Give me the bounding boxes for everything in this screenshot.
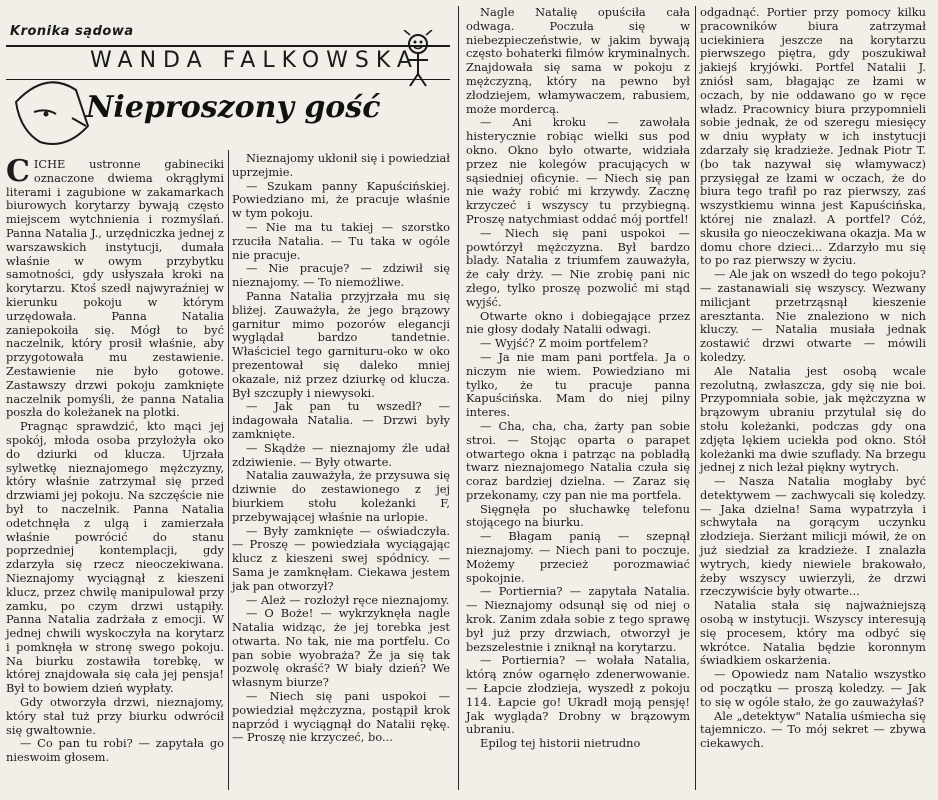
paragraph: Gdy otworzyła drzwi, nieznajomy, który stał tuż przy biurku odwrócił się gwałtownie. (6, 695, 224, 737)
section-label: Kronika sądowa (10, 24, 134, 39)
paragraph: — Szukam panny Kapuścińskiej. Powiedziano mi, że pracuje właśnie w tym pokoju. (232, 178, 450, 221)
column-rule (228, 150, 229, 790)
article-title: Nieproszony gość (86, 90, 381, 125)
paragraph: — O Boże! — wykrzyknęła nagle Natalia widząc, że jej torebka jest otwarta. No tak, nie ma portfelu. Co pan sobie wyobraża? Że ja się tak pozwolę okraść? W biały dzień? We własnym biurze? (232, 606, 450, 690)
paragraph: — Cha, cha, cha, żarty pan sobie stroi. — Stojąc oparta o parapet otwartego okna i patrząc na pobladłą twarz nieznajomego Natalia czuła się coraz bardziej dzielna. — Zaraz się przekonamy, czy pan nie ma portfela. (466, 418, 690, 502)
paragraph: — Ale jak on wszedł do tego pokoju? — zastanawiali się wszyscy. Wezwany milicjant przetrząsnął kieszenie aresztanta. Nie znaleziono w nich kluczy. — Natalia musiała jednak zostawić drzwi otwarte — mówili koledzy. (700, 267, 926, 364)
drop-cap: C (6, 154, 30, 189)
paragraph: — Nie ma tu takiej — szorstko rzuciła Natalia. — Tu taka w ogóle nie pracuje. (232, 219, 450, 262)
paragraph: — Ależ — rozłożył ręce nieznajomy. (246, 592, 450, 607)
paragraph: Otwarte okno i dobiegające przez nie głosy dodały Natalii odwagi. (466, 308, 690, 337)
column-4 (700, 6, 926, 751)
paragraph: — Jak pan tu wszedł? — indagowała Natalia. — Drzwi były zamknięte. (232, 399, 450, 441)
paragraph: Natalia stała się najważniejszą osobą w instytucji. Wszyscy interesują się procesem, który ma odbyć się wkrótce. Natalia będzie koronnym świadkiem oskarżenia. (700, 598, 926, 668)
paragraph: Ale „detektyw" Natalia uśmiecha się tajemniczo. — To mój sekret — zbywa ciekawych. (700, 708, 926, 751)
paragraph: — Ja nie mam pani portfela. Ja o niczym nie wiem. Powiedziano mi tylko, że tu pracuje panna Kapuścińska. Mam do niej pilny interes. (466, 349, 690, 420)
paragraph: — Ani kroku — zawołała histerycznie robiąc wielki sus pod okno. Okno było otwarte, widziała przez nie kolegów pracujących w sąsiedniej oficynie. — Niech się pan nie waży robić mi krzywdy. Zacznę krzyczeć i wszyscy tu przybiegną. Proszę natychmiast oddać mój portfel! (466, 115, 690, 226)
author-name: WANDA FALKOWSKA (90, 48, 419, 73)
paragraph: — Skądże — nieznajomy źle udał zdziwienie. — Były otwarte. (232, 440, 450, 469)
paragraph: Nieznajomy ukłonił się i powiedział uprzejmie. (232, 151, 450, 179)
column-2 (232, 152, 450, 745)
paragraph: CICHE ustronne gabineciki oznaczone dwiema okrągłymi literami i zagubione w zakamarkach biurowych korytarzy bywają często miejscem wytchnienia i rozmyślań. Panna Natalia J., urzędniczka jednej z warszawskich instytucji, dumała właśnie w owym przybytku samotności, gdy usłyszała kroki na korytarzu. Ktoś szedł najwyraźniej w kierunku pokoju w którym urzędowała. Panna Natalia zaniepokoiła się. Mógł to być naczelnik, który prosił właśnie, aby przygotowała mu zestawienie. Zestawienie nie było gotowe. Zastawszy drzwi pokoju zamknięte naczelnik pomyśli, że panna Natalia poszła do koleżanek na plotki. (6, 154, 224, 420)
column-1 (6, 154, 224, 765)
paragraph: — Wyjść? Z moim portfelem? (480, 336, 649, 351)
paragraph: — Błagam panią — szepnął nieznajomy. — Niech pani to poczuje. Możemy przecież porozmawiać spokojnie. (466, 529, 690, 585)
paragraph: — Były zamknięte — oświadczyła. — Proszę — powiedziała wyciągając klucz z kieszeni swej spódnicy. — Sama je zamknęłam. Ciekawa jestem jak pan otworzył? (232, 523, 450, 593)
column-rule (458, 6, 459, 790)
column-3 (466, 6, 690, 751)
paragraph: — Portiernia? — zapytała Natalia. — Nieznajomy odsunął się od niej o krok. Zanim zdała sobie z tego sprawę był już przy drzwiach, otworzył je bezszelestnie i zniknął na korytarzu. (466, 584, 690, 654)
paragraph: — Nasza Natalia mogłaby być detektywem — zachwycali się koledzy. — Jaka dzielna! Sama wypatrzyła i schwytała na gorącym uczynku złodzieja. Sierżant milicji mówił, że on już siedział za kradzieże. I znalazła wytrych, kiedy niewiele brakowało, żeby wszyscy uwierzyli, że drzwi rzeczywiście były otwarte... (700, 474, 926, 599)
paragraph: — Opowiedz nam Natalio wszystko od początku — proszą koledzy. — Jak to się w ogóle stało, że go zauważyłaś? (700, 667, 926, 709)
paragraph: Ale Natalia jest osobą wcale rezolutną, zwłaszcza, gdy się nie boi. Przypomniała sobie, jak mężczyzna w brązowym ubraniu przytulał się do stołu koleżanki, podczas gdy ona zdjęta lękiem uciekła pod okno. Stół koleżanki ma dwie szuflady. Na brzegu jednej z nich leżał piękny wytrych. (700, 363, 926, 475)
paragraph: — Nie pracuje? — zdziwił się nieznajomy. — To niemożliwe. (232, 261, 450, 290)
paragraph: Natalia zauważyła, że przysuwa się dziwnie do zestawionego z jej biurkiem stołu koleżanki F, przebywającej właśnie na urlopie. (232, 468, 450, 524)
paragraph: — Niech się pani uspokoi — powiedział mężczyzna, postąpił krok naprzód i wyciągnął do Natalii rękę. — Proszę nie krzyczeć, bo... (232, 689, 450, 745)
paragraph: Pragnąc sprawdzić, kto mąci jej spokój, młoda osoba przyłożyła oko do dziurki od klucza. Ujrzała sylwetkę nieznajomego mężczyzny, który właśnie zatrzymał się przed drzwiami jej pokoju. Na szczęście nie był to naczelnik. Panna Natalia odetchnęła z ulgą i zamierzała właśnie powrócić do stanu poprzedniej kontemplacji, gdy zdarzyła się rzecz nieoczekiwana. Nieznajomy wyciągnął z kieszeni klucz, przez chwilę manipulował przy zamku, po czym drzwi ustąpiły. Panna Natalia zadrżała z emocji. W jednej chwili wyskoczyła na korytarz i pomknęła w stronę swego pokoju. Na biurku zostawiła torebkę, w której znajdowała się cała jej pensja! Był to bowiem dzień wypłaty. (6, 419, 224, 696)
paragraph: Nagle Natalię opuściła cała odwaga. Poczuła się w niebezpieczeństwie, w jakim bywają często bohaterki filmów kryminalnych. Znajdowała się sama w pokoju z mężczyzną, który na pewno był złodziejem, włamywaczem, rabusiem, może mordercą. (466, 5, 690, 116)
column-rule (695, 6, 696, 790)
paragraph: Epilog tej historii nietrudno (480, 736, 641, 751)
paragraph: odgadnąć. Portier przy pomocy kilku pracowników biura zatrzymał uciekiniera jeszcze na korytarzu pierwszego piętra, gdy poszukiwał jakiejś kryjówki. Portfel Natalii J. zniósł sam, błagając ze łzami w oczach, by nie oddawano go w ręce władz. Pracownicy biura przypomnieli sobie jednak, że od szeregu miesięcy w dniu wypłaty w ich instytucji zdarzały się kradzieże. Jednak Piotr T. (bo tak nazywał się włamywacz) przysięgał ze łzami w oczach, że do biura tego trafił po raz pierwszy, zaś wszystkiemu winna jest Kapuścińska, której nie znalazł. A portfel? Cóż, skusiła go nieoczekiwana okazja. Ma w domu chore dzieci... Zdarzyło mu się to po raz pierwszy w życiu. (700, 5, 926, 268)
paragraph: — Niech się pani uspokoi — powtórzył mężczyzna. Był bardzo blady. Natalia z triumfem zauważyła, że cały drży. — Nie zrobię pani nic złego, tylko proszę pozwolić mi stąd wyjść. (466, 225, 690, 309)
paragraph: — Portiernia? — wołała Natalia, którą znów ogarnęło zdenerwowanie. — Łapcie złodzieja, wyszedł z pokoju 114. Łapcie go! Ukradł moją pensję! Jak wygląda? Drobny w brązowym ubraniu. (466, 653, 690, 737)
paragraph: Sięgnęła po słuchawkę telefonu stojącego na biurku. (466, 501, 690, 530)
paragraph: Panna Natalia przyjrzała mu się bliżej. Zauważyła, że jego brązowy garnitur mimo pozorów elegancji wyglądał bardzo tandetnie. Właściciel tego garnituru-oko w oko prezentował się daleko mniej okazale, niż przez dziurkę od klucza. Był szczupły i niewysoki. (232, 288, 450, 400)
paragraph: — Co pan tu robi? — zapytała go nieswoim głosem. (6, 736, 224, 765)
